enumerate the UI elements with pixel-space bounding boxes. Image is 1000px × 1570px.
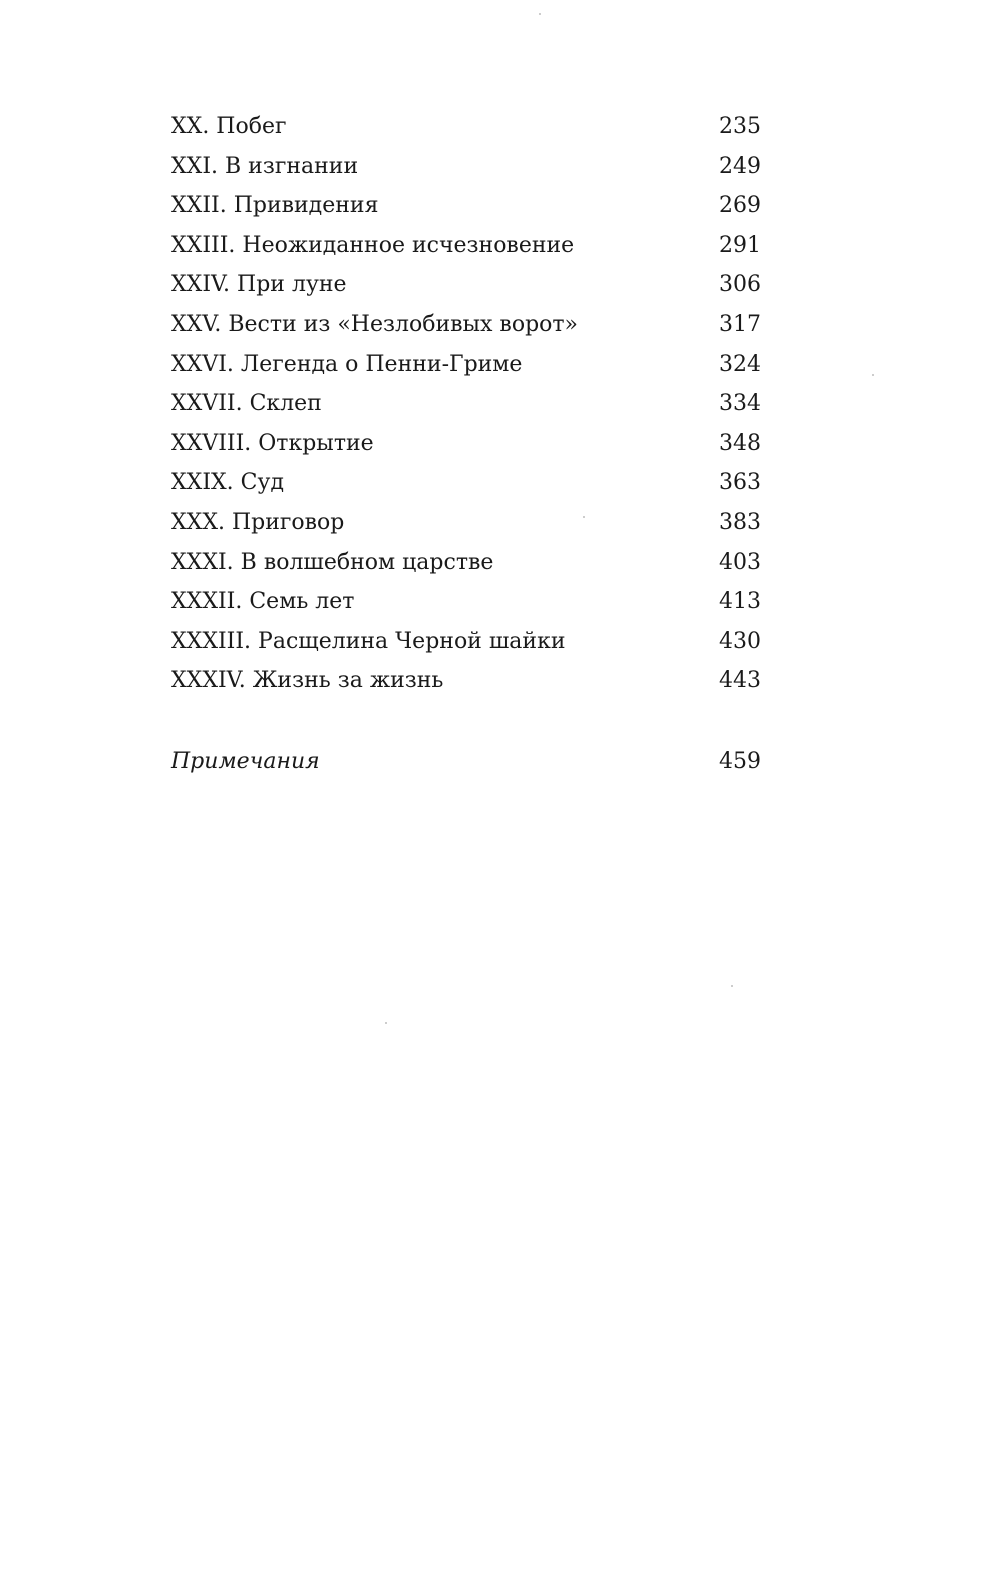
toc-entry: [171, 543, 761, 583]
toc-entry-page: 324: [719, 351, 761, 377]
toc-entry-page: 269: [719, 193, 761, 219]
toc-notes-entry: [171, 742, 761, 782]
toc-entry-page: 249: [719, 153, 761, 179]
toc-entry-title: XXIV. При луне: [171, 272, 347, 298]
toc-entry-page: 235: [719, 114, 761, 139]
toc-entry: [171, 582, 761, 622]
toc-entry-title: XXVI. Легенда о Пенни-Гриме: [171, 351, 523, 377]
toc-entry-page: 363: [719, 470, 761, 496]
toc-entry-page: 403: [719, 549, 761, 575]
toc-entry-page: 291: [719, 232, 761, 258]
toc-entry: [171, 424, 761, 464]
toc-entry: [171, 661, 761, 701]
toc-entry-page: 348: [719, 430, 761, 456]
toc-entry-title: XX. Побег: [171, 114, 287, 139]
toc-entry-title: XXIX. Суд: [171, 470, 284, 496]
toc-entry: [171, 147, 761, 187]
toc-entry: [171, 622, 761, 662]
toc-entry-title: XXXII. Семь лет: [171, 589, 355, 615]
toc-entry-page: 430: [719, 628, 761, 654]
table-of-contents: [171, 107, 761, 782]
toc-entry: [171, 345, 761, 385]
toc-notes-title: Примечания: [171, 748, 320, 774]
toc-entry: [171, 186, 761, 226]
toc-entry-title: XXIII. Неожиданное исчезновение: [171, 232, 575, 258]
toc-entry: [171, 265, 761, 305]
toc-entry: [171, 503, 761, 543]
scan-speck: [872, 374, 874, 376]
toc-entry-title: XXXI. В волшебном царстве: [171, 549, 494, 575]
toc-entry-page: 334: [719, 391, 761, 417]
toc-entry-title: XXVII. Склеп: [171, 391, 322, 417]
toc-entry-page: 443: [719, 668, 761, 694]
toc-entry-page: 317: [719, 311, 761, 337]
toc-entry-title: XXII. Привидения: [171, 193, 379, 219]
toc-entry-page: 413: [719, 589, 761, 615]
toc-entry-title: XXVIII. Открытие: [171, 430, 374, 456]
toc-entry: [171, 107, 761, 147]
toc-entry-title: XXV. Вести из «Незлобивых ворот»: [171, 311, 579, 337]
toc-entry-title: XXI. В изгнании: [171, 153, 359, 179]
toc-entry: [171, 226, 761, 266]
scan-speck: [385, 1022, 387, 1024]
toc-entry-title: XXXIV. Жизнь за жизнь: [171, 668, 444, 694]
toc-entry-page: 383: [719, 509, 761, 535]
toc-entry: [171, 463, 761, 503]
scan-speck: [583, 516, 585, 518]
scan-speck: [539, 13, 541, 15]
scan-speck: [731, 985, 733, 987]
toc-entry: [171, 384, 761, 424]
toc-entry-page: 306: [719, 272, 761, 298]
toc-notes-page: 459: [719, 748, 761, 774]
toc-entry-title: XXXIII. Расщелина Черной шайки: [171, 628, 566, 654]
toc-entry: [171, 305, 761, 345]
toc-entry-title: XXX. Приговор: [171, 509, 345, 535]
